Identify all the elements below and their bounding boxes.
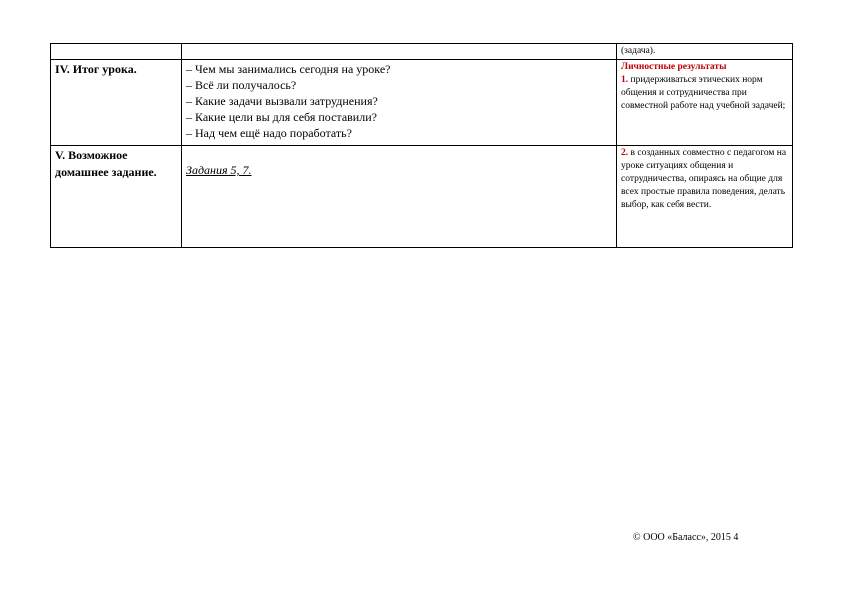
table-row — [51, 44, 793, 60]
table-cell: (задача). — [617, 44, 793, 60]
results-cell — [617, 60, 793, 146]
homework-cell — [182, 146, 617, 248]
result-text: в созданных совместно с педагогом на уроке ситуациях общения и сотрудничества, опираясь на общие для всех простые правила поведения, делать выбор, как себя вести. — [621, 148, 787, 210]
stage-cell: V. Возможное домашнее задание. — [51, 146, 182, 248]
question-item: – Чем мы занимались сегодня на уроке? — [186, 62, 391, 76]
results-heading: Личностные результаты — [621, 62, 727, 72]
lesson-table — [50, 43, 793, 248]
footer-copyright: © ООО «Баласс», 2015 4 — [633, 532, 739, 543]
results-cell — [617, 146, 793, 248]
question-item: – Какие цели вы для себя поставили? — [186, 110, 377, 124]
questions-cell — [182, 60, 617, 146]
question-item: – Над чем ещё надо поработать? — [186, 126, 352, 140]
question-item: – Всё ли получалось? — [186, 78, 297, 92]
result-number: 1. — [621, 75, 629, 85]
table-row — [51, 60, 793, 146]
table-cell — [51, 44, 182, 60]
result-text: придерживаться этических норм общения и сотрудничества при совместной работе над учебной задачей; — [621, 75, 786, 111]
homework-text: Задания 5, 7. — [186, 163, 252, 177]
table-cell — [182, 44, 617, 60]
table-row — [51, 146, 793, 248]
question-item: – Какие задачи вызвали затруднения? — [186, 94, 378, 108]
result-number: 2. — [621, 148, 629, 158]
stage-cell: IV. Итог урока. — [51, 60, 182, 146]
